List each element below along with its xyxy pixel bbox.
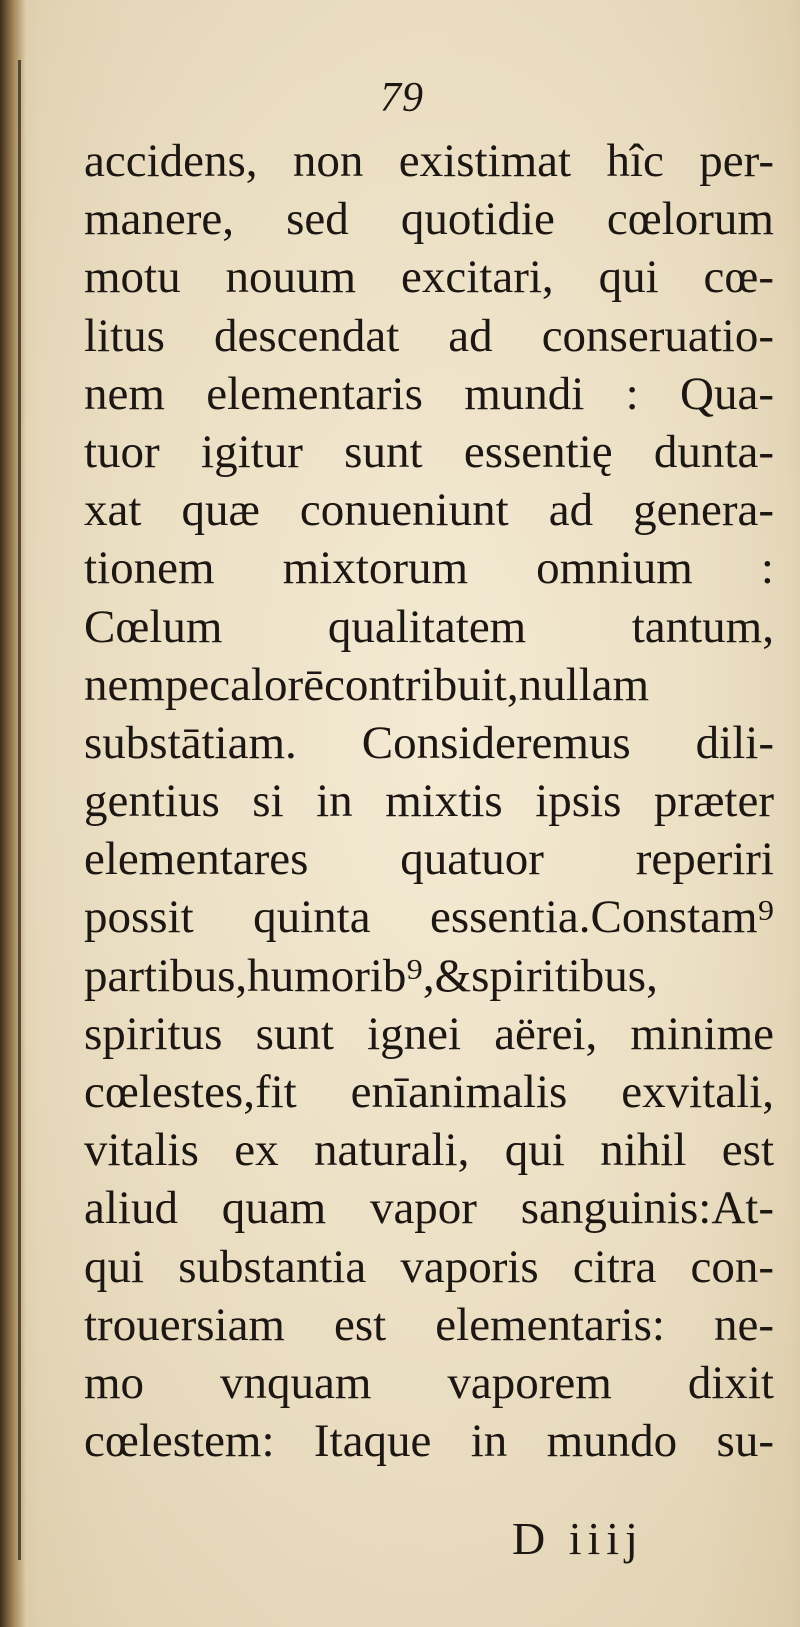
text-line: cœlestem: Itaque in mundo su- <box>84 1415 774 1468</box>
text-line: tionem mixtorum omnium : <box>84 542 774 595</box>
text-line: gentius si in mixtis ipsis præter <box>84 775 774 828</box>
body-text <box>84 132 774 1470</box>
text-line: manere, sed quotidie cœlorum <box>84 193 774 246</box>
signature-mark: D iiij <box>512 1513 644 1564</box>
text-line: possit quinta essentia.Constam⁹ <box>84 891 774 944</box>
text-line: nempecalorēcontribuit,nullam <box>84 658 650 711</box>
text-line: qui substantia vaporis citra con- <box>84 1240 774 1293</box>
text-line: vitalis ex naturali, qui nihil est <box>84 1124 774 1177</box>
page-number: 79 <box>380 75 424 121</box>
text-line: mo vnquam vaporem dixit <box>84 1356 774 1409</box>
text-line: nem elementaris mundi : Qua- <box>84 367 774 420</box>
text-line: trouersiam est elementaris: ne- <box>84 1298 774 1351</box>
text-line: cœlestes,fit enīanimalis exvitali, <box>84 1066 774 1118</box>
text-line: spiritus sunt ignei aërei, minime <box>84 1007 774 1060</box>
text-line: litus descendat ad conseruatio- <box>84 309 774 362</box>
text-line: elementares quatuor reperiri <box>84 833 774 886</box>
text-line: xat quæ conueniunt ad genera- <box>84 484 774 537</box>
binding-edge <box>18 60 21 1560</box>
text-line: partibus,humorib⁹,&spiritibus, <box>84 949 658 1002</box>
text-line: motu nouum excitari, qui cœ- <box>84 251 774 304</box>
text-line: tuor igitur sunt essentię dunta- <box>84 425 774 478</box>
text-line: Cœlum qualitatem tantum, <box>84 600 774 653</box>
text-line: accidens, non existimat hîc per- <box>84 135 774 187</box>
text-line: aliud quam vapor sanguinis:At- <box>84 1182 774 1235</box>
text-line: substātiam. Consideremus dili- <box>84 716 774 769</box>
page-gutter <box>0 0 26 1627</box>
